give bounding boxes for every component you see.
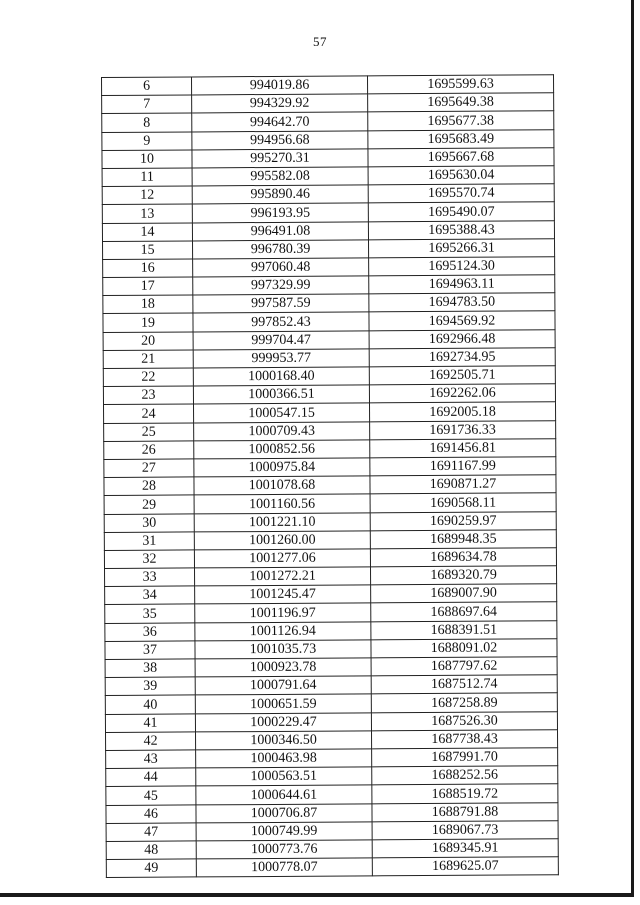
table-row [103, 348, 555, 369]
page-number: 57 [313, 34, 327, 49]
y-coordinate-cell: 1688091.02 [371, 639, 557, 658]
point-number-cell: 31 [104, 532, 194, 551]
point-number-cell: 32 [104, 550, 194, 569]
x-coordinate-cell: 1000852.56 [194, 440, 370, 459]
point-number-cell: 6 [102, 77, 192, 96]
x-coordinate-cell: 995582.08 [192, 167, 368, 186]
table-row [105, 675, 557, 696]
table-row [102, 147, 554, 168]
y-coordinate-cell: 1695570.74 [368, 184, 554, 203]
y-coordinate-cell: 1695667.68 [368, 147, 554, 166]
table-row [105, 711, 557, 732]
point-number-cell: 22 [103, 368, 193, 387]
table-row [102, 184, 554, 205]
x-coordinate-cell: 1000547.15 [194, 403, 370, 422]
point-number-cell: 40 [105, 695, 195, 714]
table-row [102, 93, 554, 114]
table-row [105, 602, 557, 623]
point-number-cell: 24 [104, 404, 194, 423]
x-coordinate-cell: 995270.31 [192, 149, 368, 168]
y-coordinate-cell: 1695649.38 [368, 93, 554, 112]
point-number-cell: 14 [102, 222, 192, 241]
y-coordinate-cell: 1688391.51 [371, 620, 557, 639]
x-coordinate-cell: 994329.92 [192, 94, 368, 113]
y-coordinate-cell: 1692505.71 [369, 366, 555, 385]
x-coordinate-cell: 1001260.00 [194, 531, 370, 550]
point-number-cell: 21 [103, 350, 193, 369]
point-number-cell: 15 [103, 241, 193, 260]
table-row [105, 639, 557, 660]
y-coordinate-cell: 1689067.73 [372, 820, 558, 839]
point-number-cell: 23 [103, 386, 193, 405]
x-coordinate-cell: 995890.46 [192, 185, 368, 204]
x-coordinate-cell: 1000229.47 [195, 712, 371, 731]
y-coordinate-cell: 1691456.81 [370, 438, 556, 457]
point-number-cell: 12 [102, 186, 192, 205]
table-row [105, 584, 557, 605]
point-number-cell: 47 [106, 823, 196, 842]
x-coordinate-cell: 1001245.47 [195, 585, 371, 604]
y-coordinate-cell: 1690568.11 [370, 493, 556, 512]
point-number-cell: 30 [104, 513, 194, 532]
y-coordinate-cell: 1688697.64 [371, 602, 557, 621]
x-coordinate-cell: 1000651.59 [195, 694, 371, 713]
point-number-cell: 18 [103, 295, 193, 314]
table-row [103, 311, 555, 332]
x-coordinate-cell: 1000778.07 [196, 858, 372, 877]
y-coordinate-cell: 1695683.49 [368, 129, 554, 148]
point-number-cell: 37 [105, 641, 195, 660]
y-coordinate-cell: 1688252.56 [372, 766, 558, 785]
table-row [106, 748, 558, 769]
table-row [106, 839, 558, 860]
x-coordinate-cell: 1001196.97 [195, 603, 371, 622]
point-number-cell: 20 [103, 332, 193, 351]
y-coordinate-cell: 1695490.07 [368, 202, 554, 221]
y-coordinate-cell: 1687258.89 [371, 693, 557, 712]
y-coordinate-cell: 1687526.30 [371, 711, 557, 730]
y-coordinate-cell: 1689634.78 [370, 548, 556, 567]
point-number-cell: 34 [105, 586, 195, 605]
table-row [102, 220, 554, 241]
x-coordinate-cell: 1001035.73 [195, 640, 371, 659]
table-row [106, 857, 558, 878]
y-coordinate-cell: 1689345.91 [372, 839, 558, 858]
y-coordinate-cell: 1694569.92 [369, 311, 555, 330]
y-coordinate-cell: 1691736.33 [370, 420, 556, 439]
point-number-cell: 19 [103, 313, 193, 332]
x-coordinate-cell: 1000366.51 [193, 385, 369, 404]
y-coordinate-cell: 1689007.90 [371, 584, 557, 603]
x-coordinate-cell: 1001126.94 [195, 621, 371, 640]
table-row [103, 257, 555, 278]
y-coordinate-cell: 1687991.70 [372, 748, 558, 767]
point-number-cell: 35 [105, 604, 195, 623]
table-row [104, 529, 556, 550]
y-coordinate-cell: 1687738.43 [371, 729, 557, 748]
x-coordinate-cell: 994956.68 [192, 130, 368, 149]
table-row [105, 693, 557, 714]
x-coordinate-cell: 997329.99 [193, 276, 369, 295]
table-row [106, 784, 558, 805]
point-number-cell: 8 [102, 113, 192, 132]
table-row [103, 366, 555, 387]
table-row [104, 475, 556, 496]
point-number-cell: 44 [106, 768, 196, 787]
table-row [102, 166, 554, 187]
coordinate-table-grid [101, 74, 559, 878]
point-number-cell: 26 [104, 441, 194, 460]
point-number-cell: 27 [104, 459, 194, 478]
point-number-cell: 42 [106, 732, 196, 751]
table-row [106, 820, 558, 841]
y-coordinate-cell: 1692734.95 [369, 348, 555, 367]
point-number-cell: 28 [104, 477, 194, 496]
y-coordinate-cell: 1692966.48 [369, 329, 555, 348]
table-row [104, 420, 556, 441]
point-number-cell: 16 [103, 259, 193, 278]
x-coordinate-cell: 996780.39 [193, 240, 369, 259]
x-coordinate-cell: 994019.86 [192, 76, 368, 95]
x-coordinate-cell: 996491.08 [192, 221, 368, 240]
y-coordinate-cell: 1695124.30 [369, 257, 555, 276]
point-number-cell: 7 [102, 95, 192, 114]
y-coordinate-cell: 1692005.18 [369, 402, 555, 421]
point-number-cell: 41 [105, 713, 195, 732]
point-number-cell: 25 [104, 423, 194, 442]
y-coordinate-cell: 1692262.06 [369, 384, 555, 403]
table-row [103, 275, 555, 296]
point-number-cell: 13 [102, 204, 192, 223]
table-row [105, 657, 557, 678]
point-number-cell: 11 [102, 168, 192, 187]
x-coordinate-cell: 997060.48 [193, 258, 369, 277]
point-number-cell: 33 [105, 568, 195, 587]
y-coordinate-cell: 1694783.50 [369, 293, 555, 312]
x-coordinate-cell: 1000923.78 [195, 658, 371, 677]
table-row [104, 548, 556, 569]
point-number-cell: 49 [106, 859, 196, 878]
point-number-cell: 43 [106, 750, 196, 769]
x-coordinate-cell: 1000791.64 [195, 676, 371, 695]
x-coordinate-cell: 1001272.21 [195, 567, 371, 586]
x-coordinate-cell: 1000709.43 [194, 421, 370, 440]
table-row [103, 238, 555, 259]
point-number-cell: 48 [106, 841, 196, 860]
point-number-cell: 38 [105, 659, 195, 678]
y-coordinate-cell: 1695630.04 [368, 166, 554, 185]
y-coordinate-cell: 1690871.27 [370, 475, 556, 494]
table-row [102, 202, 554, 223]
x-coordinate-cell: 996193.95 [192, 203, 368, 222]
x-coordinate-cell: 1001221.10 [194, 512, 370, 531]
y-coordinate-cell: 1695599.63 [367, 75, 553, 94]
table-row [102, 129, 554, 150]
table-row [104, 511, 556, 532]
table-row [104, 438, 556, 459]
x-coordinate-cell: 1001078.68 [194, 476, 370, 495]
point-number-cell: 36 [105, 623, 195, 642]
table-row [103, 293, 555, 314]
x-coordinate-cell: 999953.77 [193, 349, 369, 368]
x-coordinate-cell: 1000749.99 [196, 822, 372, 841]
point-number-cell: 45 [106, 786, 196, 805]
table-row [105, 620, 557, 641]
table-row [106, 729, 558, 750]
table-row [104, 402, 556, 423]
point-number-cell: 10 [102, 150, 192, 169]
y-coordinate-cell: 1689948.35 [370, 529, 556, 548]
x-coordinate-cell: 994642.70 [192, 112, 368, 131]
table-row [103, 329, 555, 350]
x-coordinate-cell: 1000563.51 [196, 767, 372, 786]
x-coordinate-cell: 1000773.76 [196, 840, 372, 859]
y-coordinate-cell: 1689320.79 [370, 566, 556, 585]
x-coordinate-cell: 1000346.50 [196, 731, 372, 750]
table-row [106, 766, 558, 787]
y-coordinate-cell: 1687512.74 [371, 675, 557, 694]
table-row [104, 493, 556, 514]
x-coordinate-cell: 1000975.84 [194, 458, 370, 477]
y-coordinate-cell: 1690259.97 [370, 511, 556, 530]
point-number-cell: 39 [105, 677, 195, 696]
table-row [102, 111, 554, 132]
table-row [102, 75, 554, 96]
table-row [103, 384, 555, 405]
point-number-cell: 29 [104, 495, 194, 514]
x-coordinate-cell: 1001277.06 [194, 549, 370, 568]
y-coordinate-cell: 1687797.62 [371, 657, 557, 676]
y-coordinate-cell: 1691167.99 [370, 457, 556, 476]
x-coordinate-cell: 1000168.40 [193, 367, 369, 386]
x-coordinate-cell: 997852.43 [193, 312, 369, 331]
table-row [104, 457, 556, 478]
x-coordinate-cell: 1001160.56 [194, 494, 370, 513]
x-coordinate-cell: 999704.47 [193, 330, 369, 349]
point-number-cell: 9 [102, 132, 192, 151]
coordinate-table-body [102, 75, 559, 878]
y-coordinate-cell: 1688519.72 [372, 784, 558, 803]
y-coordinate-cell: 1688791.88 [372, 802, 558, 821]
x-coordinate-cell: 1000706.87 [196, 803, 372, 822]
y-coordinate-cell: 1695266.31 [368, 238, 554, 257]
point-number-cell: 17 [103, 277, 193, 296]
y-coordinate-cell: 1695388.43 [368, 220, 554, 239]
coordinate-table [101, 74, 558, 878]
y-coordinate-cell: 1689625.07 [372, 857, 558, 876]
x-coordinate-cell: 1000644.61 [196, 785, 372, 804]
table-row [106, 802, 558, 823]
y-coordinate-cell: 1694963.11 [369, 275, 555, 294]
x-coordinate-cell: 997587.59 [193, 294, 369, 313]
x-coordinate-cell: 1000463.98 [196, 749, 372, 768]
y-coordinate-cell: 1695677.38 [368, 111, 554, 130]
point-number-cell: 46 [106, 804, 196, 823]
table-row [105, 566, 557, 587]
